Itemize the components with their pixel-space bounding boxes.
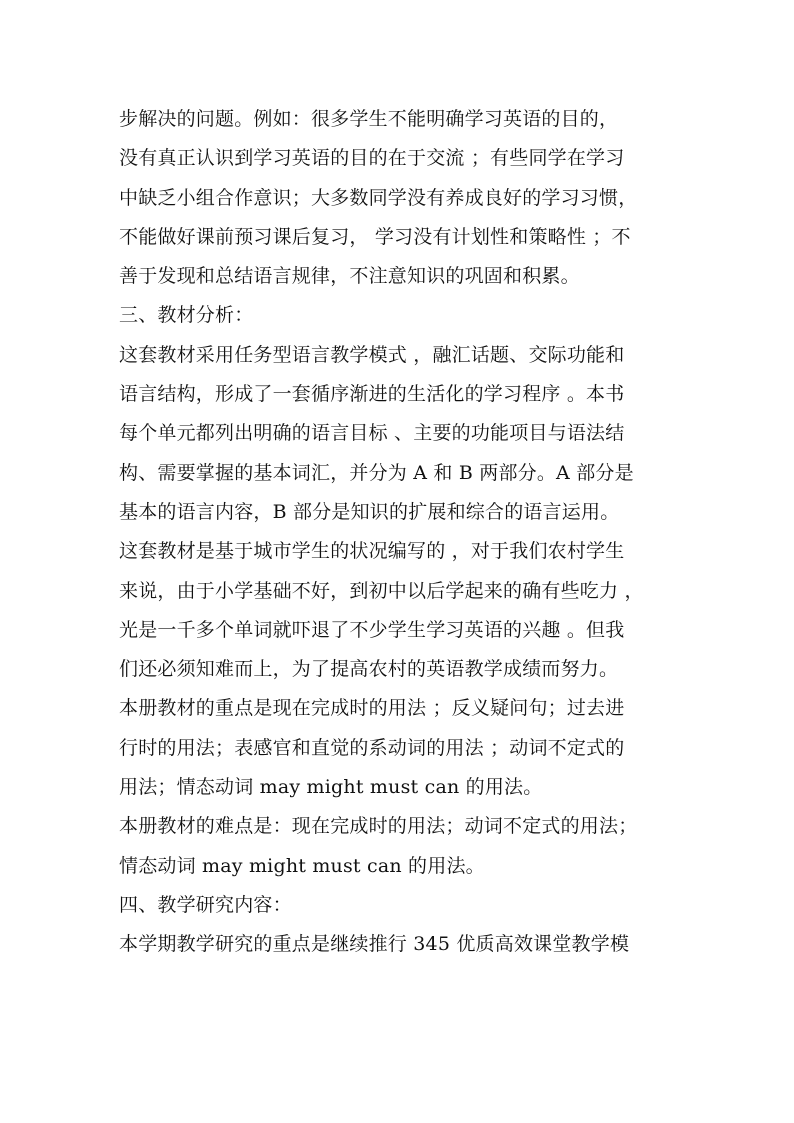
text-line: 来说，由于小学基础不好，到初中以后学起来的确有些吃力 ， <box>119 579 644 602</box>
text-line: 基本的语言内容，B 部分是知识的扩展和综合的语言运用。 <box>119 500 620 523</box>
section-heading: 三、教材分析： <box>119 304 254 327</box>
text-line: 这套教材是基于城市学生的状况编写的 ，对于我们农村学生 <box>119 540 625 563</box>
text-line: 没有真正认识到学习英语的目的在于交流 ；有些同学在学习 <box>119 147 625 170</box>
text-line: 语言结构，形成了一套循序渐进的生活化的学习程序 。本书 <box>119 383 625 406</box>
text-line: 们还必须知难而上，为了提高农村的英语教学成绩而努力。 <box>119 658 619 681</box>
text-line: 用法；情态动词 may might must can 的用法。 <box>119 776 543 799</box>
text-line: 善于发现和总结语言规律，不注意知识的巩固和积累。 <box>119 265 580 288</box>
text-line: 本册教材的重点是现在完成时的用法 ；反义疑问句；过去进 <box>119 697 625 720</box>
section-heading: 四、教学研究内容： <box>119 893 292 916</box>
text-line: 光是一千多个单词就吓退了不少学生学习英语的兴趣 。但我 <box>119 618 625 641</box>
text-line: 情态动词 may might must can 的用法。 <box>119 854 485 877</box>
text-line: 这套教材采用任务型语言教学模式 ，融汇话题、交际功能和 <box>119 343 625 366</box>
document-body <box>119 100 689 965</box>
text-line: 每个单元都列出明确的语言目标 、主要的功能项目与语法结 <box>119 422 625 445</box>
text-line: 本册教材的难点是：现在完成时的用法；动词不定式的用法； <box>119 815 638 838</box>
text-line: 中缺乏小组合作意识；大多数同学没有养成良好的学习习惯， <box>119 186 638 209</box>
text-line: 本学期教学研究的重点是继续推行 345 优质高效课堂教学模 <box>119 933 630 956</box>
text-line: 行时的用法；表感官和直觉的系动词的用法 ；动词不定式的 <box>119 736 625 759</box>
text-line: 构、需要掌握的基本词汇，并分为 A 和 B 两部分。A 部分是 <box>119 461 634 484</box>
text-line: 不能做好课前预习课后复习， 学习没有计划性和策略性 ；不 <box>119 225 631 248</box>
text-line: 步解决的问题。例如：很多学生不能明确学习英语的目的， <box>119 108 619 130</box>
